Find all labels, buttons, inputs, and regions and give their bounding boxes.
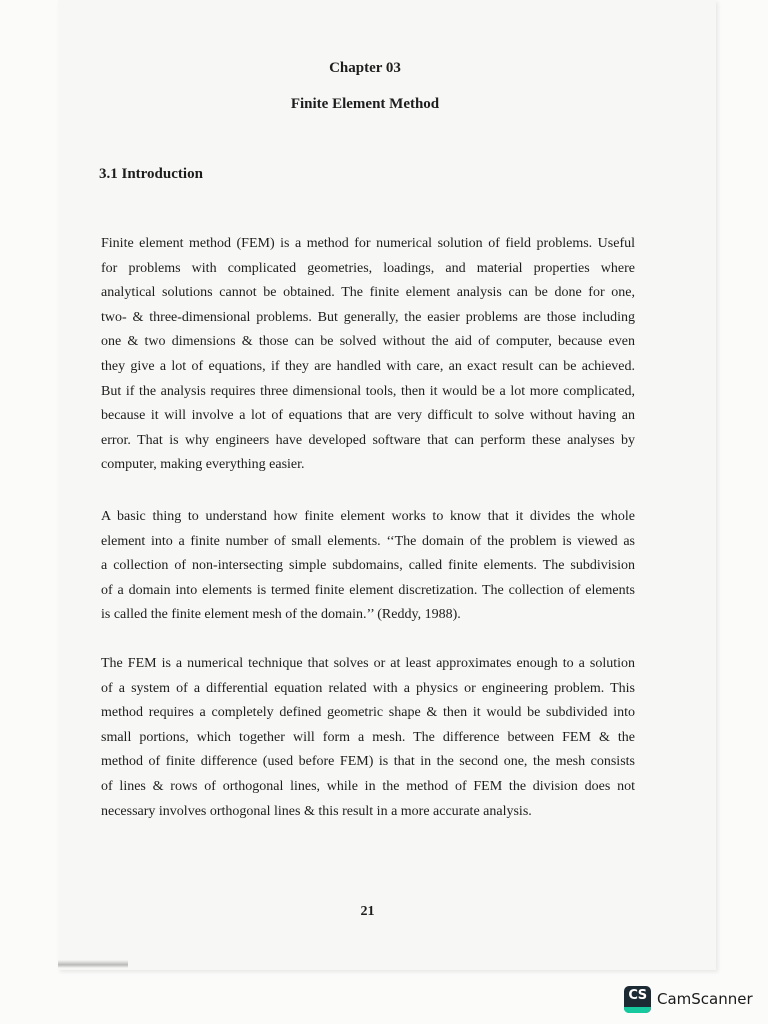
text-line: they give a lot of equations, if they are handled with care, an exact result can be achieved. xyxy=(101,358,635,374)
text-line: of lines & rows of orthogonal lines, while in the method of FEM the division does not xyxy=(101,778,635,794)
text-line: small portions, which together will form a mesh. The difference between FEM & the xyxy=(101,729,635,745)
paragraph-fem-definition xyxy=(101,232,635,478)
document-page xyxy=(58,0,716,970)
text-line: error. That is why engineers have developed software that can perform these analyses by xyxy=(101,432,635,448)
text-line: But if the analysis requires three dimensional tools, then it would be a lot more complicated, xyxy=(101,383,635,399)
camscanner-logo-icon xyxy=(624,986,651,1013)
text-line: is called the finite element mesh of the domain.’’ (Reddy, 1988). xyxy=(101,607,461,623)
text-line: Finite element method (FEM) is a method for numerical solution of field problems. Useful xyxy=(101,236,635,251)
text-line: for problems with complicated geometries, loadings, and material properties where xyxy=(101,260,635,276)
text-line: analytical solutions cannot be obtained. The finite element analysis can be done for one, xyxy=(101,285,635,301)
text-line: two- & three-dimensional problems. But generally, the easier problems are those including xyxy=(101,309,635,325)
text-line: because it will involve a lot of equations that are very difficult to solve without having an xyxy=(101,408,635,424)
camscanner-name: CamScanner xyxy=(657,990,753,1008)
text-line: A basic thing to understand how finite element works to know that it divides the whole xyxy=(101,509,635,524)
text-line: element into a finite number of small elements. ‘‘The domain of the problem is viewed as xyxy=(101,533,635,549)
paragraph-fem-discretization xyxy=(101,505,635,628)
page-number: 21 xyxy=(360,904,375,919)
text-line: necessary involves orthogonal lines & this result in a more accurate analysis. xyxy=(101,803,532,819)
paragraph-fem-technique xyxy=(101,652,635,824)
chapter-title: Finite Element Method xyxy=(290,96,440,112)
text-line: of a domain into elements is termed finite element discretization. The collection of elements xyxy=(101,582,635,598)
text-line: The FEM is a numerical technique that solves or at least approximates enough to a solution xyxy=(101,656,635,671)
text-line: method requires a completely defined geometric shape & then it would be subdivided into xyxy=(101,705,635,721)
page-edge-shadow xyxy=(58,960,128,968)
text-line: of a system of a differential equation related with a physics or engineering problem. This xyxy=(101,680,635,696)
text-line: computer, making everything easier. xyxy=(101,457,305,473)
chapter-label: Chapter 03 xyxy=(329,60,401,76)
text-line: a collection of non-intersecting simple subdomains, called finite elements. The subdivision xyxy=(101,558,635,574)
camscanner-watermark xyxy=(624,985,753,1013)
text-line: method of finite difference (used before FEM) is that in the second one, the mesh consists xyxy=(101,754,635,770)
section-heading: 3.1 Introduction xyxy=(99,166,203,182)
camscanner-logo-letters: CS xyxy=(628,987,647,1003)
text-line: one & two dimensions & those can be solved without the aid of computer, because even xyxy=(101,334,635,350)
camscanner-logo-bar xyxy=(624,1007,651,1013)
